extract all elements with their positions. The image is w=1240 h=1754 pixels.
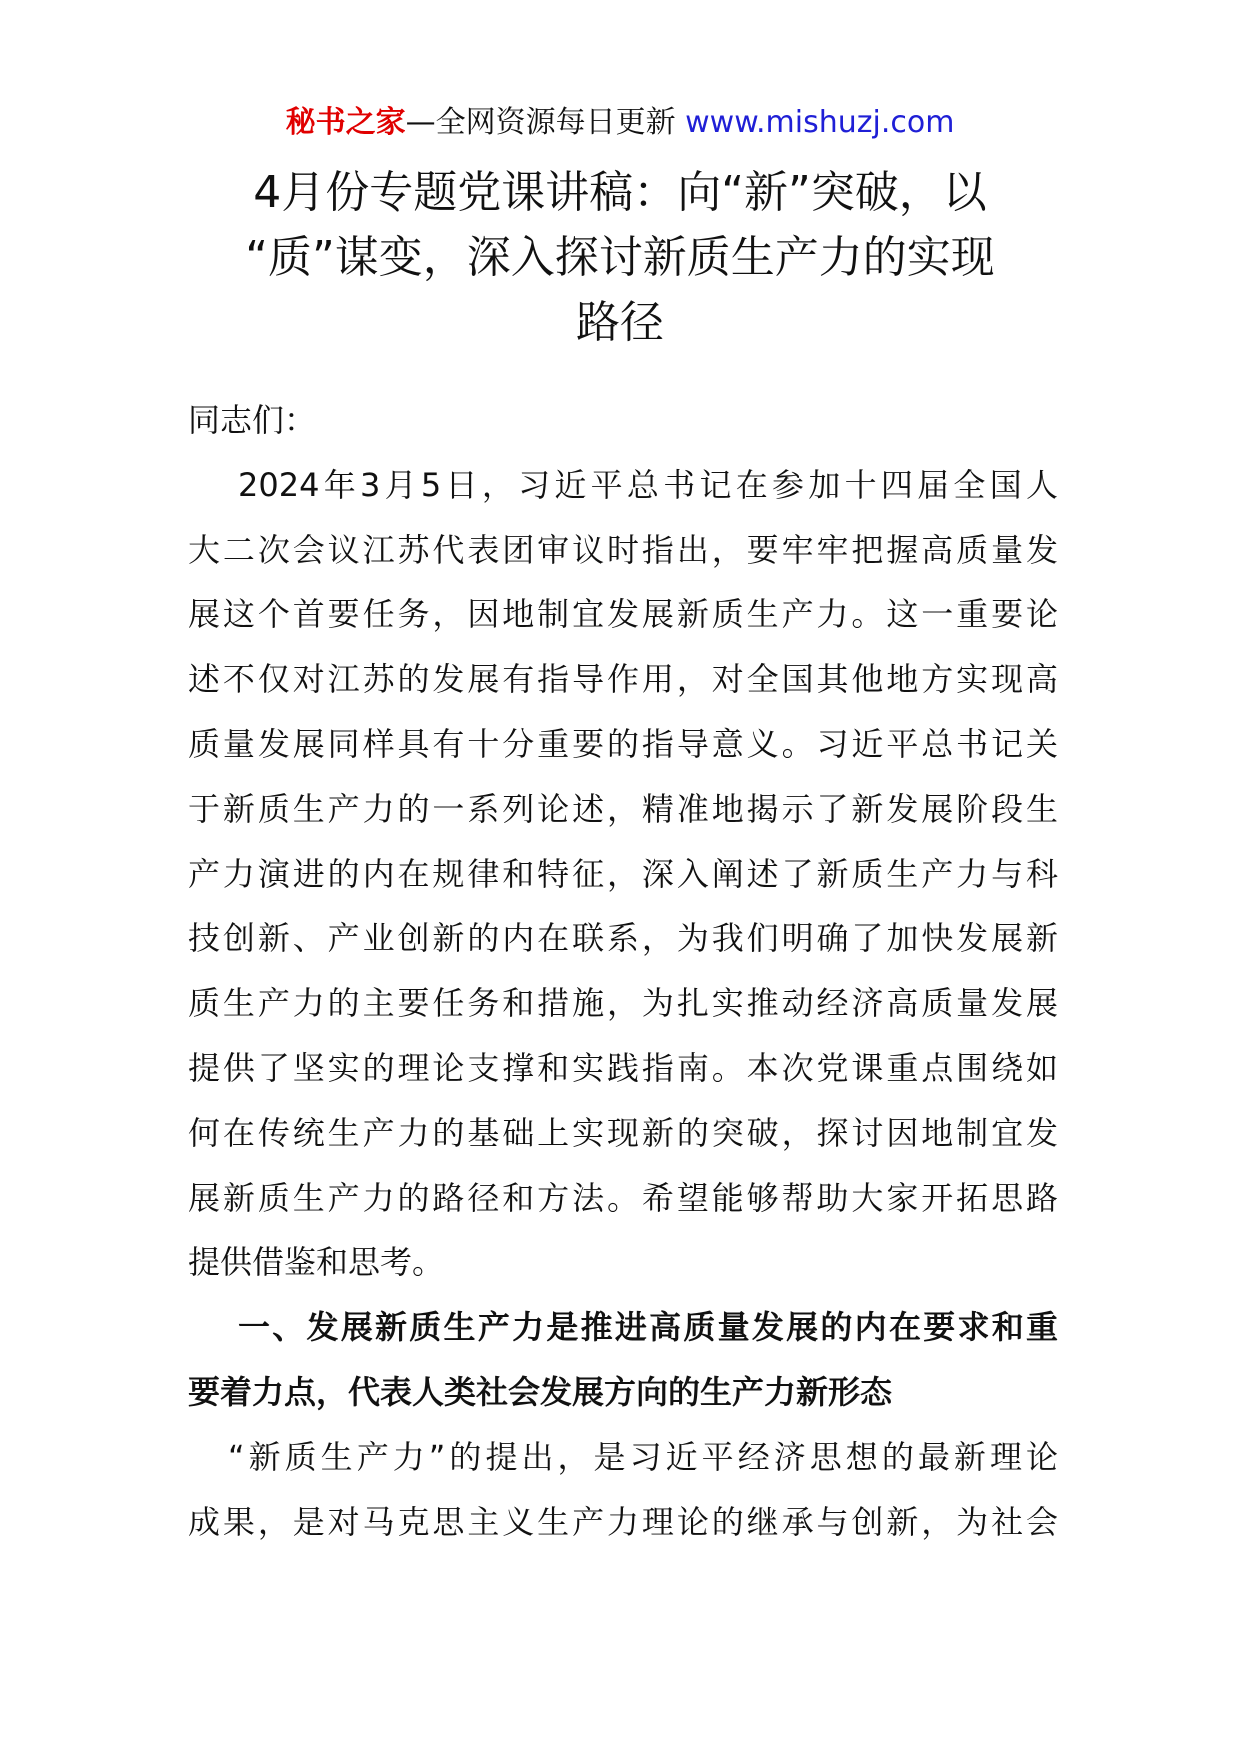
paragraph-line: 提供了坚实的理论支撑和实践指南。本次党课重点围绕如 <box>188 1048 1058 1087</box>
document-title <box>150 160 1090 355</box>
paragraph-line: 展新质生产力的路径和方法。希望能够帮助大家开拓思路 <box>188 1178 1058 1217</box>
paragraph-line: 技创新、产业创新的内在联系，为我们明确了加快发展新 <box>188 919 1058 958</box>
paragraph-section-1 <box>188 1425 1058 1555</box>
paragraph-line: 产力演进的内在规律和特征，深入阐述了新质生产力与科 <box>188 854 1058 893</box>
heading-line: 一、发展新质生产力是推进高质量发展的内在要求和重 <box>238 1308 1058 1347</box>
brand-url[interactable]: www.mishuzj.com <box>685 105 955 140</box>
brand-tagline: —全网资源每日更新 <box>405 105 676 140</box>
paragraph-line: 述不仅对江苏的发展有指导作用，对全国其他地方实现高 <box>188 660 1058 699</box>
paragraph-line: 成果，是对马克思主义生产力理论的继承与创新，为社会 <box>188 1502 1058 1541</box>
heading-line: 要着力点，代表人类社会发展方向的生产力新形态 <box>188 1372 893 1411</box>
paragraph-line: 2024年3月5日，习近平总书记在参加十四届全国人 <box>238 465 1058 504</box>
paragraph-line: 大二次会议江苏代表团审议时指出，要牢牢把握高质量发 <box>188 530 1058 569</box>
salutation: 同志们： <box>188 401 317 439</box>
paragraph-line: “新质生产力”的提出，是习近平经济思想的最新理论 <box>228 1437 1058 1476</box>
document-body <box>188 388 1058 1554</box>
title-line: “质”谋变，深入探讨新质生产力的实现 <box>245 232 995 283</box>
title-line: 4月份专题党课讲稿：向“新”突破，以 <box>253 167 987 218</box>
paragraph-line: 何在传统生产力的基础上实现新的突破，探讨因地制宜发 <box>188 1113 1058 1152</box>
paragraph-line: 展这个首要任务，因地制宜发展新质生产力。这一重要论 <box>188 595 1058 634</box>
paragraph-line: 提供借鉴和思考。 <box>188 1243 445 1282</box>
brand-name: 秘书之家 <box>285 105 406 140</box>
paragraph-line: 质生产力的主要任务和措施，为扎实推动经济高质量发展 <box>188 984 1058 1023</box>
title-line: 路径 <box>576 297 664 348</box>
paragraph-line: 质量发展同样具有十分重要的指导意义。习近平总书记关 <box>188 724 1058 763</box>
paragraph-intro <box>188 453 1058 1295</box>
watermark-header <box>0 103 1240 143</box>
section-heading-1 <box>188 1295 1058 1425</box>
paragraph-line: 于新质生产力的一系列论述，精准地揭示了新发展阶段生 <box>188 789 1058 828</box>
